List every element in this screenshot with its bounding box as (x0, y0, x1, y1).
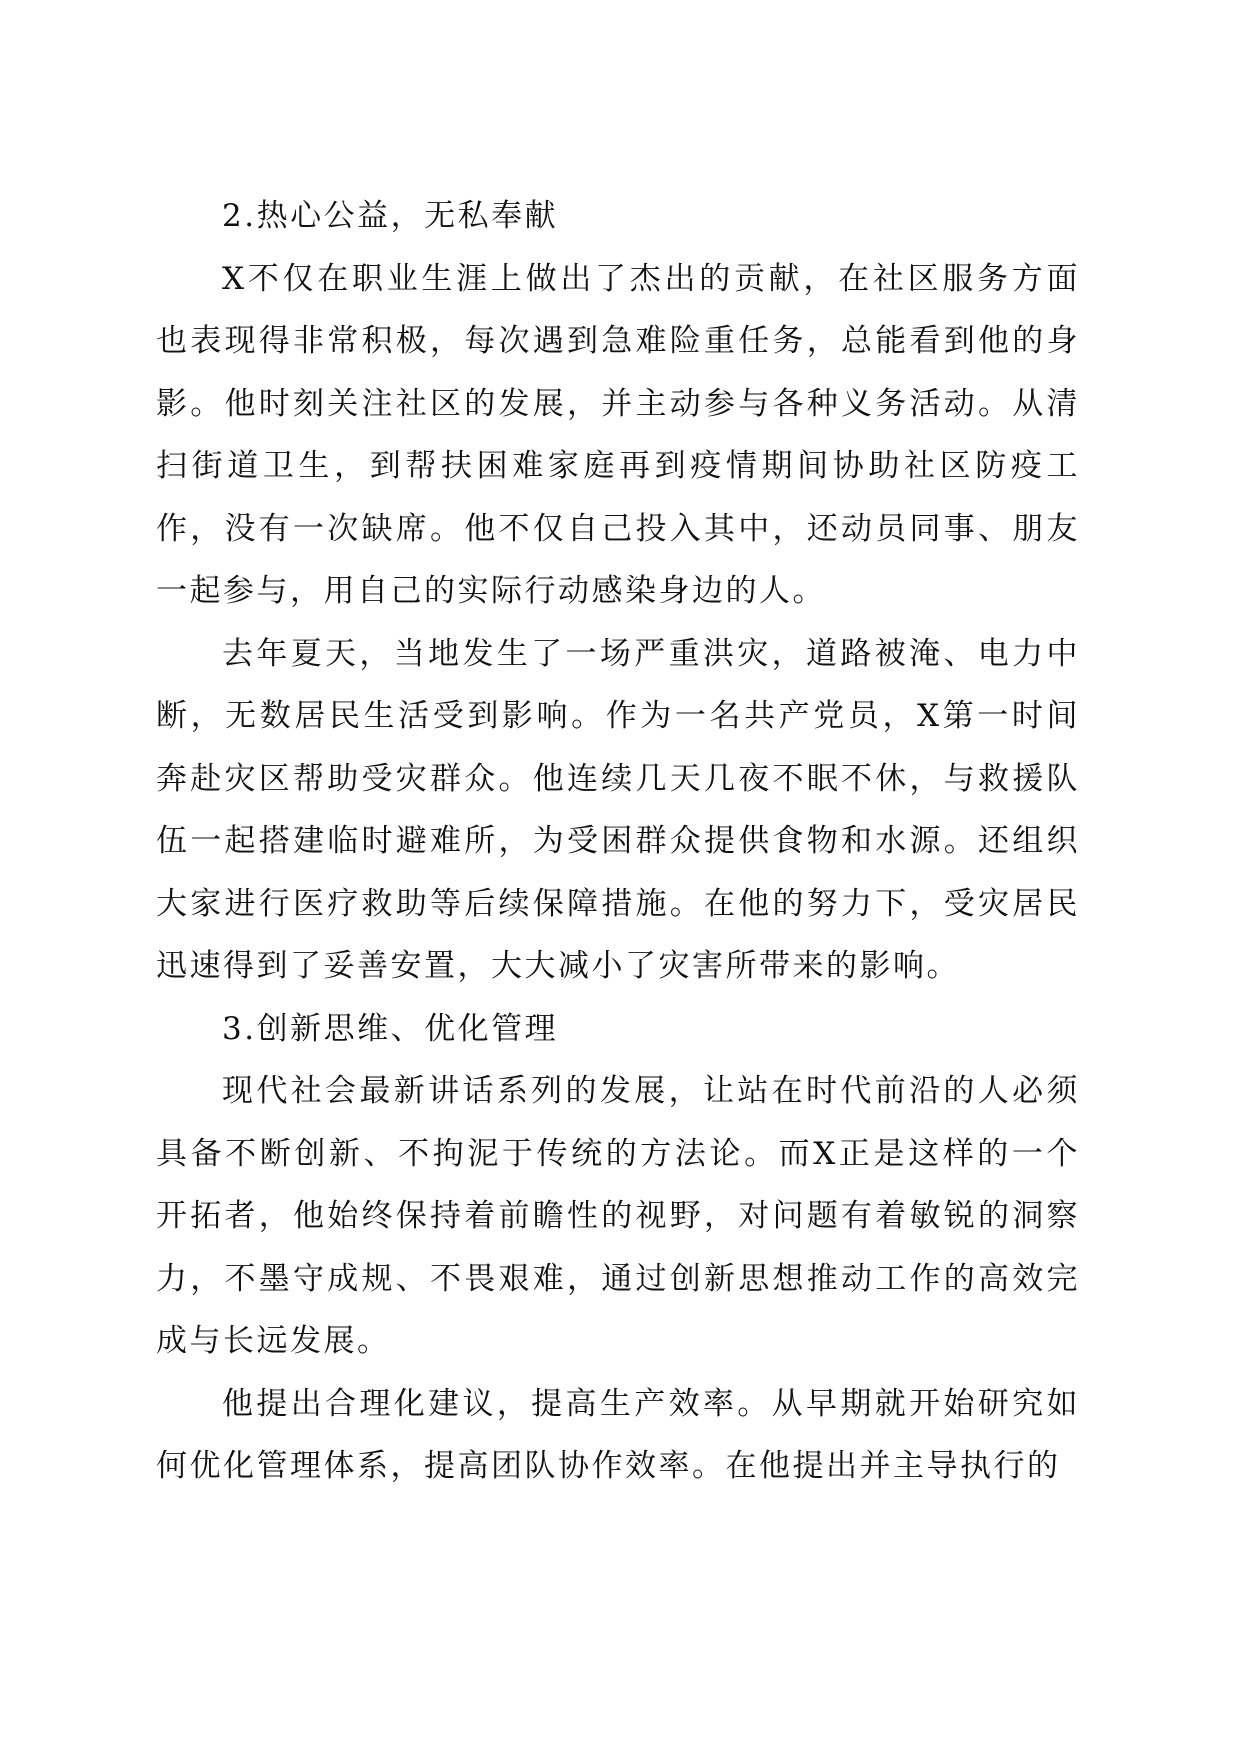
section-heading-2: 2.热心公益，无私奉献 (222, 198, 559, 234)
body-paragraph: 去年夏天，当地发生了一场严重洪灾，道路被淹、电力中断，无数居民生活受到影响。作为一名共产党员，X第一时间奔赴灾区帮助受灾群众。他连续几天几夜不眠不休，与救援队伍一起搭建临时避难所，为受困群众提供食物和水源。还组织大家进行医疗救助等后续保障措施。在他的努力下，受灾居民迅速得到了妥善安置，大大减小了灾害所带来的影响。 (156, 635, 1080, 984)
body-paragraph: 现代社会最新讲话系列的发展，让站在时代前沿的人必须具备不断创新、不拘泥于传统的方法论。而X正是这样的一个开拓者，他始终保持着前瞻性的视野，对问题有着敏锐的洞察力，不墨守成规、不畏艰难，通过创新思想推动工作的高效完成与长远发展。 (156, 1073, 1080, 1359)
body-paragraph: X不仅在职业生涯上做出了杰出的贡献，在社区服务方面也表现得非常积极，每次遇到急难险重任务，总能看到他的身影。他时刻关注社区的发展，并主动参与各种义务活动。从清扫街道卫生，到帮扶困难家庭再到疫情期间协助社区防疫工作，没有一次缺席。他不仅自己投入其中，还动员同事、朋友一起参与，用自己的实际行动感染身边的人。 (156, 260, 1080, 609)
section-heading-3: 3.创新思维、优化管理 (222, 1010, 559, 1047)
document-body (156, 185, 1080, 1498)
body-paragraph: 他提出合理化建议，提高生产效率。从早期就开始研究如何优化管理体系，提高团队协作效率。在他提出并主导执行的 (156, 1385, 1080, 1484)
